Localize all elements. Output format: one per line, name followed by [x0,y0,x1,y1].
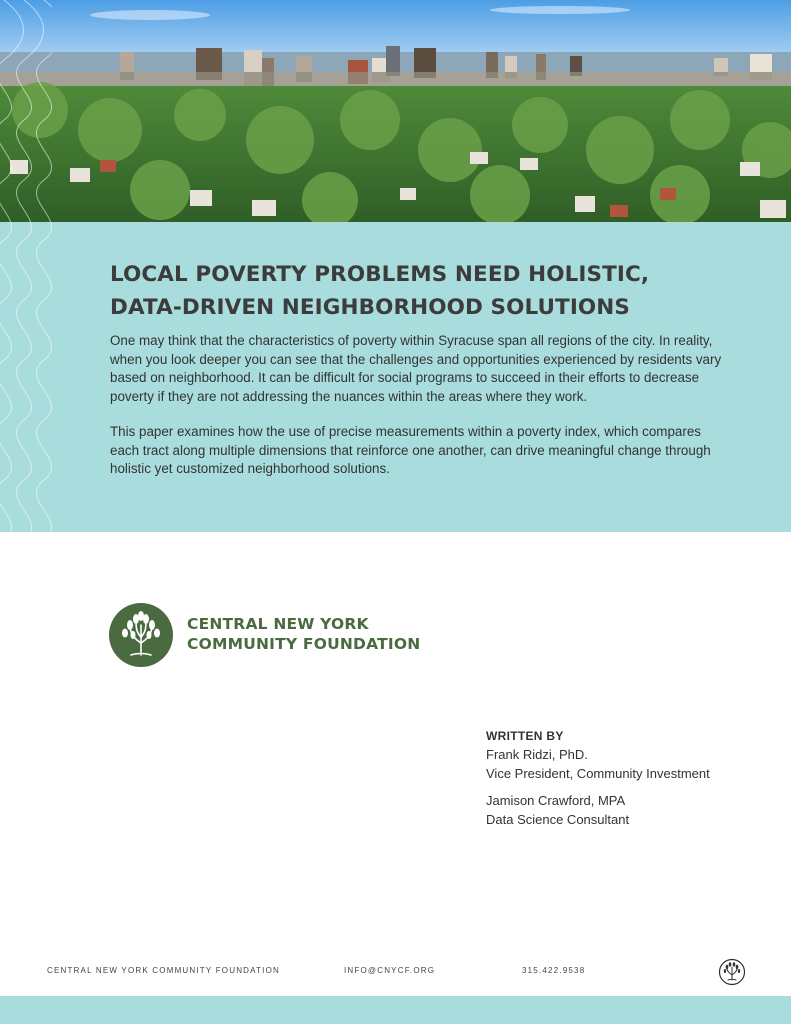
tree-icon [109,603,173,667]
logo-line-2: COMMUNITY FOUNDATION [187,635,421,653]
decorative-pattern [0,0,52,532]
title-line-2: DATA-DRIVEN NEIGHBORHOOD SOLUTIONS [110,295,630,320]
bottom-band [0,996,791,1024]
author-name: Frank Ridzi, PhD. [486,747,588,762]
logo-wordmark [187,614,420,654]
hero-city-photo [0,0,791,222]
page-title [110,258,750,324]
logo-line-1: CENTRAL NEW YORK [187,615,369,633]
footer-email[interactable]: INFO@CNYCF.ORG [344,966,436,975]
authors-block [486,729,766,829]
intro-paragraph-2: This paper examines how the use of precise measurements within a poverty index, which compares each tract along multiple dimensions that reinforce one another, can drive meaningful change through holistic yet customized neighborhood solutions. [110,424,711,476]
city-skyline-image [0,0,791,222]
author-name: Jamison Crawford, MPA [486,793,626,808]
tree-icon [718,958,746,986]
author-title: Vice President, Community Investment [486,766,710,781]
footer-org: CENTRAL NEW YORK COMMUNITY FOUNDATION [47,966,281,975]
written-by-label: WRITTEN BY [486,729,564,743]
author-title: Data Science Consultant [486,812,630,827]
title-line-1: LOCAL POVERTY PROBLEMS NEED HOLISTIC, [110,262,650,287]
footer [0,958,791,988]
footer-phone: 315.422.9538 [522,966,586,975]
intro-paragraph-1: One may think that the characteristics of poverty within Syracuse span all regions of the city. In reality, when you look deeper you can see that the challenges and opportunities experienced by residents vary based on neighborhood. It can be difficult for social programs to succeed in their efforts to decrease poverty if they are not addressing the nuances within the areas where they work. [110,333,722,404]
